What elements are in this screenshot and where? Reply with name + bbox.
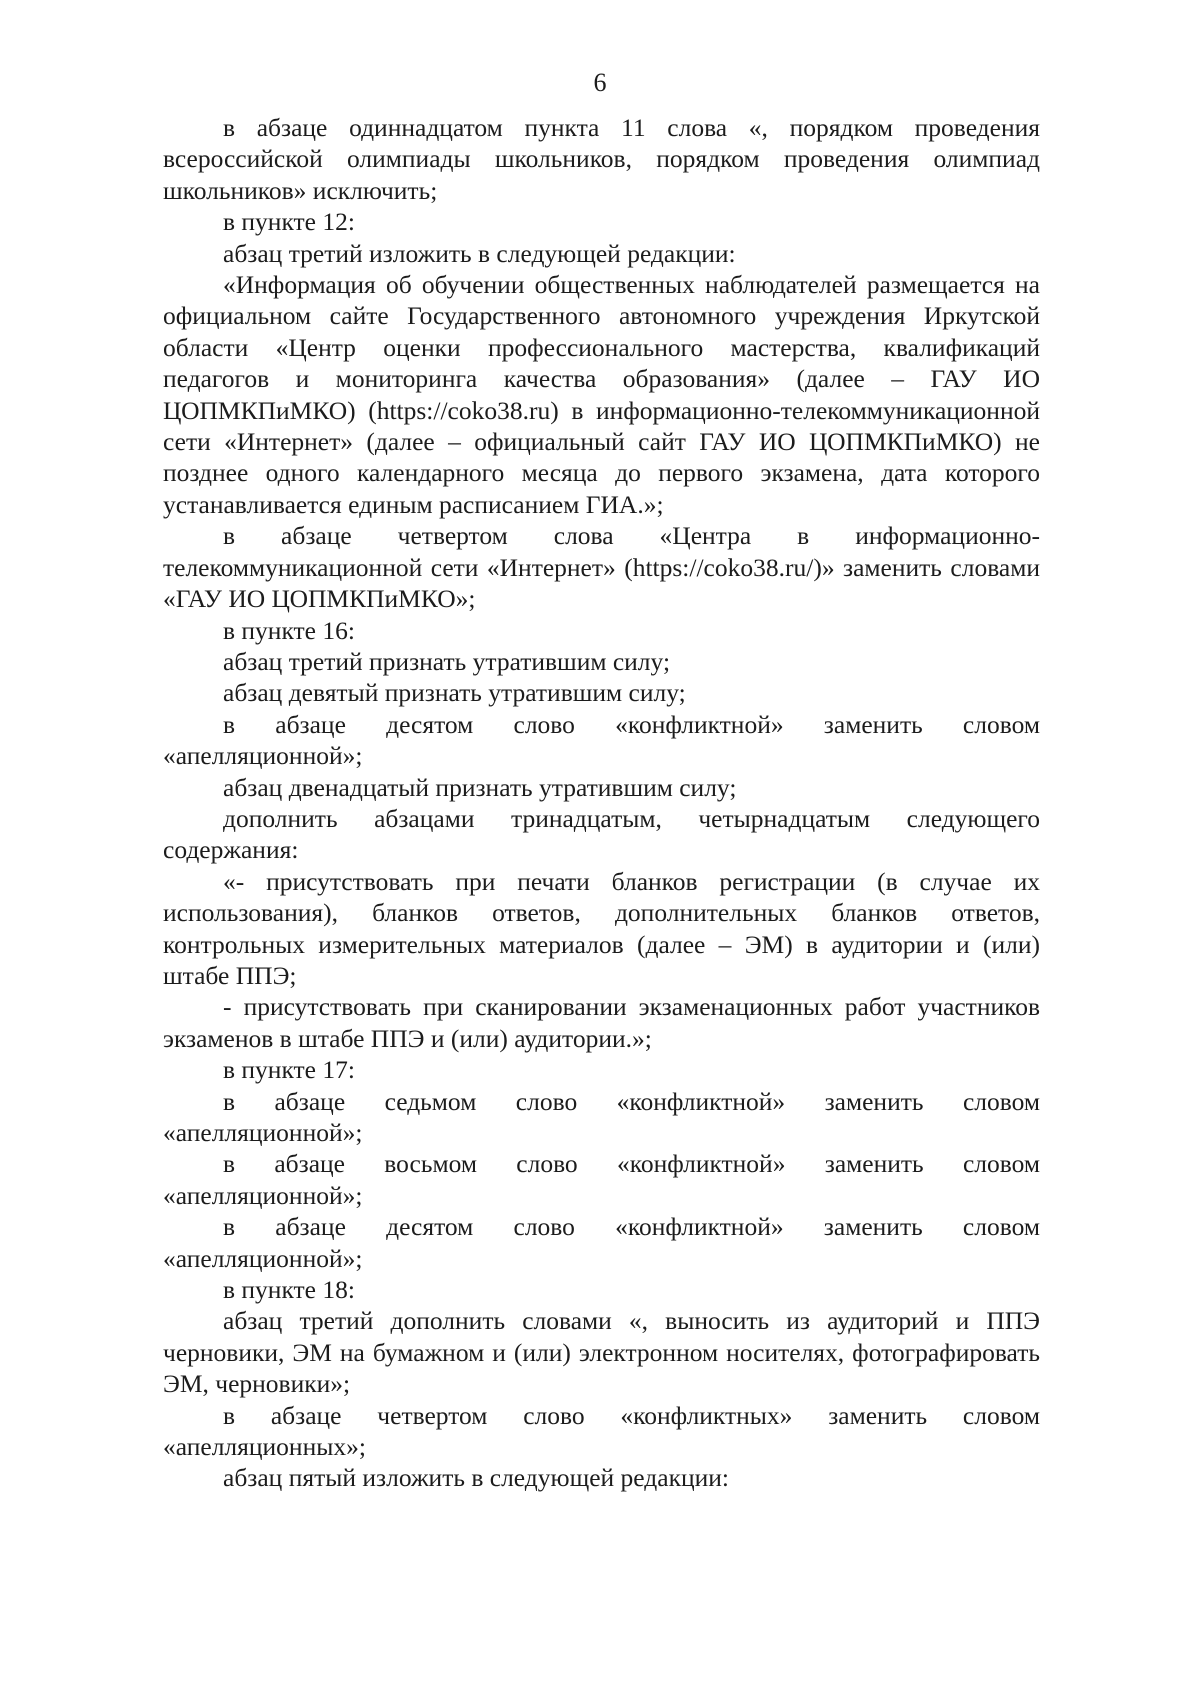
paragraph: абзац пятый изложить в следующей редакции:	[223, 1463, 729, 1493]
paragraph: в пункте 12:	[223, 207, 355, 237]
paragraph: в абзаце четвертом слова «Центра в информационно-телекоммуникационной сети «Интернет» (https://coko38.ru/)» заменить словами «ГАУ ИО ЦОПМКПиМКО»;	[163, 521, 1040, 614]
document-body	[163, 112, 1040, 1494]
paragraph: в пункте 18:	[223, 1275, 355, 1305]
paragraph: в пункте 16:	[223, 615, 355, 645]
paragraph: дополнить абзацами тринадцатым, четырнадцатым следующего содержания:	[163, 803, 1040, 865]
paragraph: в абзаце седьмом слово «конфликтной» заменить словом «апелляционной»;	[163, 1086, 1040, 1147]
paragraph: абзац третий дополнить словами «, выносить из аудиторий и ППЭ черновики, ЭМ на бумажном и (или) электронном носителях, фотографировать ЭМ, черновики»;	[163, 1306, 1040, 1399]
page-number: 6	[593, 68, 607, 97]
paragraph: абзац третий признать утратившим силу;	[223, 646, 671, 676]
paragraph: «- присутствовать при печати бланков регистрации (в случае их использования), бланков ответов, дополнительных бланков ответов, контрольных измерительных материалов (далее – ЭМ) в аудитории и (или) штабе ППЭ;	[163, 866, 1040, 990]
paragraph: в абзаце десятом слово «конфликтной» заменить словом «апелляционной»;	[163, 709, 1040, 771]
paragraph: в абзаце одиннадцатом пункта 11 слова «, порядком проведения всероссийской олимпиады школьников, порядком проведения олимпиад школьников» исключить;	[163, 113, 1040, 205]
paragraph: в пункте 17:	[223, 1055, 355, 1085]
paragraph: - присутствовать при сканировании экзаменационных работ участников экзаменов в штабе ППЭ и (или) аудитории.»;	[163, 992, 1040, 1053]
paragraph: абзац двенадцатый признать утратившим силу;	[223, 772, 737, 802]
paragraph: «Информация об обучении общественных наблюдателей размещается на официальном сайте Государственного автономного учреждения Иркутской области «Центр оценки профессионального мастерства, квалификаций педагогов и мониторинга качества образования» (далее – ГАУ ИО ЦОПМКПиМКО) (https://coko38.ru) в информационно-телекоммуникационной сети «Интернет» (далее – официальный сайт ГАУ ИО ЦОПМКПиМКО) не позднее одного календарного месяца до первого экзамена, дата которого устанавливается единым расписанием ГИА.»;	[163, 270, 1040, 519]
paragraph: в абзаце десятом слово «конфликтной» заменить словом «апелляционной»;	[163, 1212, 1040, 1273]
paragraph: в абзаце восьмом слово «конфликтной» заменить словом «апелляционной»;	[163, 1149, 1040, 1210]
paragraph: в абзаце четвертом слово «конфликтных» заменить словом «апелляционных»;	[163, 1400, 1040, 1462]
paragraph: абзац третий изложить в следующей редакции:	[223, 238, 736, 268]
paragraph: абзац девятый признать утратившим силу;	[223, 678, 686, 708]
